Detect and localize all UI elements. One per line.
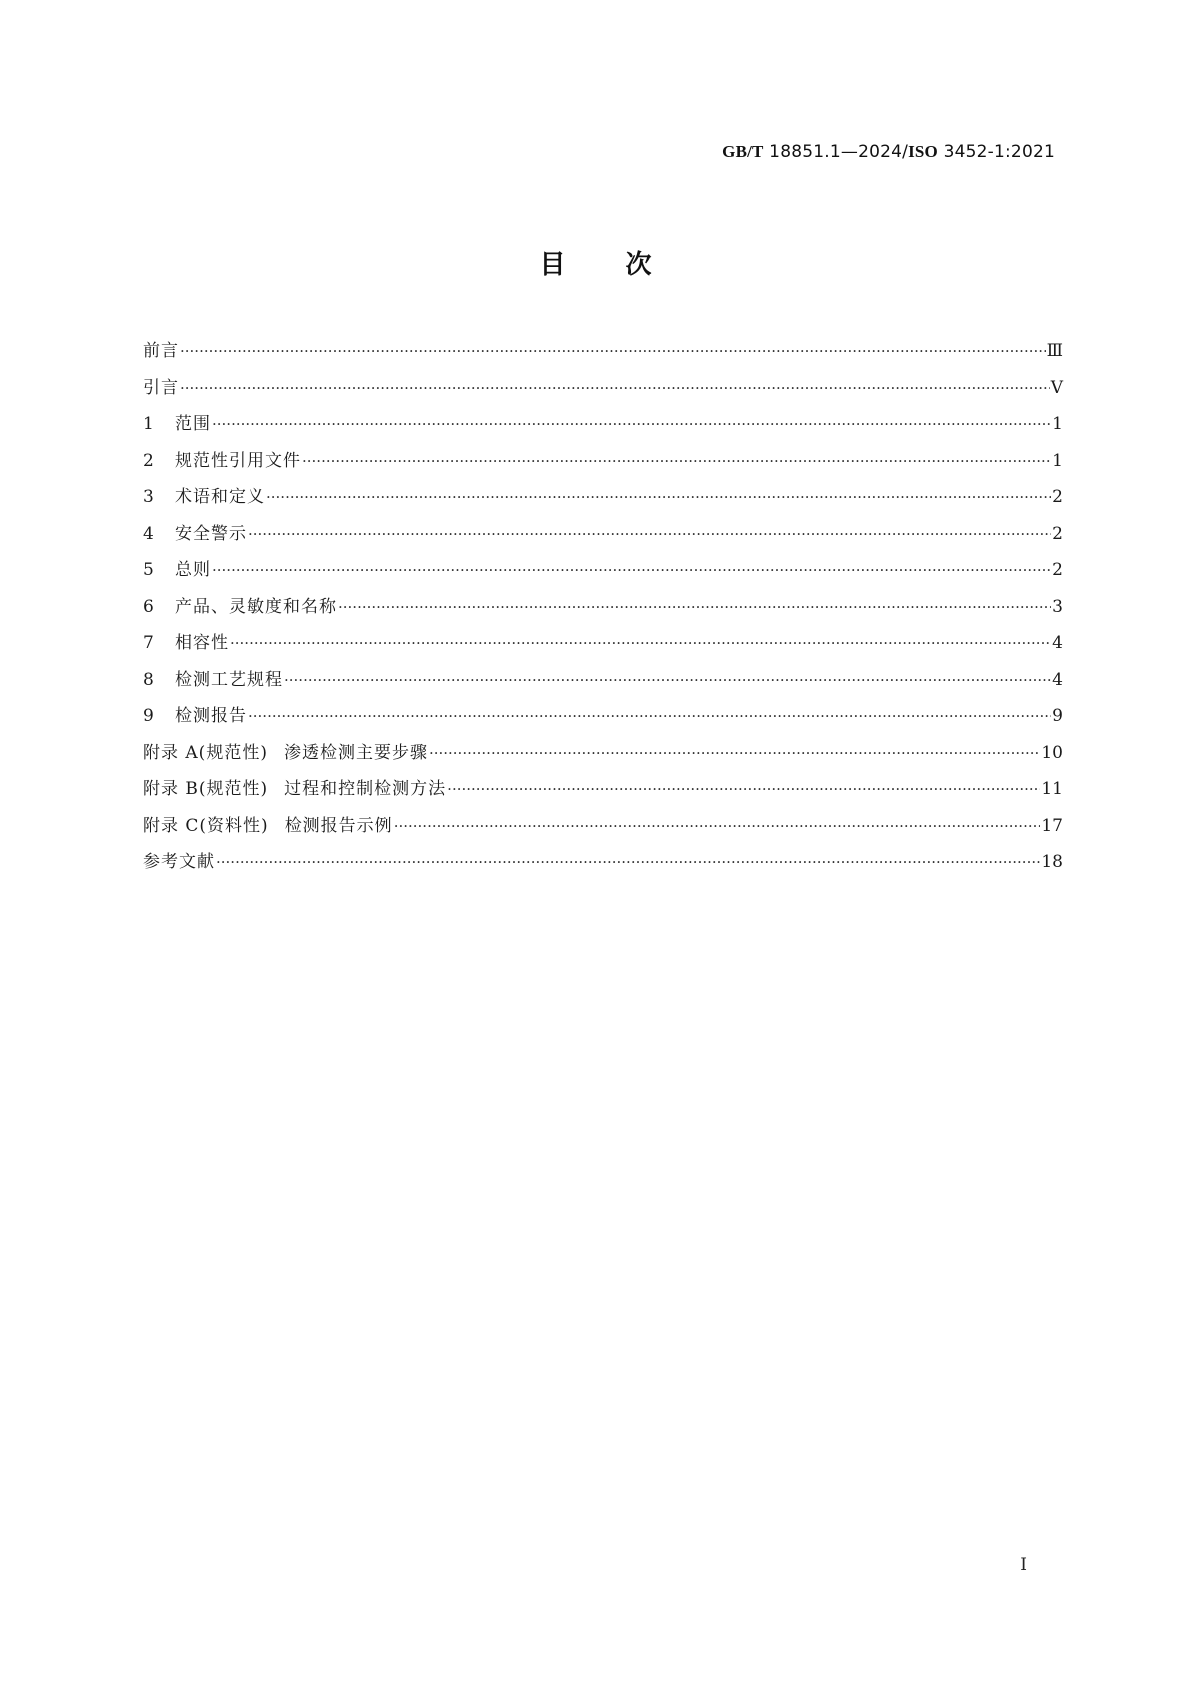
toc-entry-number: 2 bbox=[143, 450, 155, 471]
toc-entry-number: 9 bbox=[143, 706, 155, 726]
dot-leader bbox=[248, 706, 1051, 726]
toc-entry-page: 3 bbox=[1052, 596, 1063, 617]
toc-entry-number: 1 bbox=[143, 414, 155, 434]
toc-entry[interactable] bbox=[143, 446, 1063, 483]
iso-prefix: ISO bbox=[908, 142, 938, 161]
toc-entry-number: 6 bbox=[143, 596, 155, 617]
dot-leader bbox=[212, 560, 1051, 580]
toc-entry-label: 检测报告示例 bbox=[284, 815, 393, 836]
appendix-tag: 附录 A(规范性) bbox=[143, 742, 268, 763]
dot-leader bbox=[230, 633, 1051, 653]
toc-entry-label: 过程和控制检测方法 bbox=[284, 779, 447, 799]
page-number: Ⅰ bbox=[1020, 1555, 1027, 1575]
toc-entry-appendix[interactable] bbox=[143, 811, 1063, 848]
appendix-tag: 附录 C(资料性) bbox=[143, 815, 269, 836]
toc-entry-page: Ⅴ bbox=[1050, 377, 1063, 398]
toc-entry-page: Ⅲ bbox=[1046, 341, 1063, 361]
toc-entry-page: 17 bbox=[1041, 815, 1063, 836]
dot-leader bbox=[212, 414, 1051, 434]
toc-entry-label: 参考文献 bbox=[143, 852, 215, 872]
toc-entry[interactable] bbox=[143, 409, 1063, 446]
std-number: 18851.1—2024/ bbox=[763, 142, 909, 162]
toc-entry-page: 11 bbox=[1041, 779, 1063, 799]
std-prefix: GB/T bbox=[722, 142, 764, 161]
toc-entry-page: 4 bbox=[1052, 633, 1063, 653]
toc-entry-label: 检测工艺规程 bbox=[175, 669, 283, 690]
dot-leader bbox=[284, 670, 1051, 690]
toc-entry-page: 4 bbox=[1052, 669, 1063, 690]
title-char-2: 次 bbox=[625, 250, 652, 280]
toc-entry-label: 产品、灵敏度和名称 bbox=[175, 596, 337, 617]
toc-entry-label: 相容性 bbox=[175, 633, 229, 653]
toc-entry-page: 2 bbox=[1052, 560, 1063, 580]
toc-entry[interactable] bbox=[143, 665, 1063, 702]
toc-entry-page: 1 bbox=[1052, 450, 1063, 471]
toc-entry-number: 3 bbox=[143, 487, 155, 507]
toc-entry-label: 检测报告 bbox=[175, 706, 247, 726]
toc-entry[interactable] bbox=[143, 482, 1063, 519]
toc-entry-label: 范围 bbox=[175, 414, 211, 434]
toc-entry-page: 10 bbox=[1041, 742, 1063, 763]
toc-entry-label: 规范性引用文件 bbox=[175, 450, 301, 471]
dot-leader bbox=[266, 487, 1051, 507]
toc-entry-label: 安全警示 bbox=[175, 523, 247, 544]
toc-entry[interactable] bbox=[143, 847, 1063, 884]
toc-entry-label: 术语和定义 bbox=[175, 487, 265, 507]
dot-leader bbox=[216, 852, 1040, 872]
toc-entry[interactable] bbox=[143, 336, 1063, 373]
toc-entry-number: 4 bbox=[143, 523, 155, 544]
toc-entry-label: 总则 bbox=[175, 560, 211, 580]
dot-leader bbox=[394, 816, 1041, 836]
toc-entry-number: 5 bbox=[143, 560, 155, 580]
toc-entry-appendix[interactable] bbox=[143, 738, 1063, 775]
standard-code bbox=[722, 142, 1055, 162]
toc-entry-page: 2 bbox=[1052, 523, 1063, 544]
toc-entry[interactable] bbox=[143, 555, 1063, 592]
toc-entry-page: 2 bbox=[1052, 487, 1063, 507]
table-of-contents bbox=[143, 336, 1063, 884]
dot-leader bbox=[338, 597, 1051, 617]
toc-entry-label: 前言 bbox=[143, 341, 179, 361]
iso-number: 3452-1:2021 bbox=[937, 142, 1055, 162]
toc-entry-page: 9 bbox=[1052, 706, 1063, 726]
toc-entry-number: 8 bbox=[143, 669, 155, 690]
page-title bbox=[0, 244, 1191, 281]
dot-leader bbox=[248, 524, 1051, 544]
title-char-1: 目 bbox=[539, 250, 566, 280]
toc-entry-page: 1 bbox=[1052, 414, 1063, 434]
toc-entry[interactable] bbox=[143, 519, 1063, 556]
toc-entry-number: 7 bbox=[143, 633, 155, 653]
toc-entry[interactable] bbox=[143, 701, 1063, 738]
toc-entry[interactable] bbox=[143, 592, 1063, 629]
toc-entry-label: 渗透检测主要步骤 bbox=[283, 742, 428, 763]
toc-entry[interactable] bbox=[143, 628, 1063, 665]
dot-leader bbox=[302, 451, 1051, 471]
toc-entry[interactable] bbox=[143, 373, 1063, 410]
dot-leader bbox=[180, 341, 1046, 361]
toc-entry-label: 引言 bbox=[143, 377, 179, 398]
toc-entry-appendix[interactable] bbox=[143, 774, 1063, 811]
toc-entry-page: 18 bbox=[1041, 852, 1063, 872]
appendix-tag: 附录 B(规范性) bbox=[143, 779, 269, 799]
dot-leader bbox=[447, 779, 1040, 799]
dot-leader bbox=[180, 378, 1050, 398]
dot-leader bbox=[429, 743, 1040, 763]
